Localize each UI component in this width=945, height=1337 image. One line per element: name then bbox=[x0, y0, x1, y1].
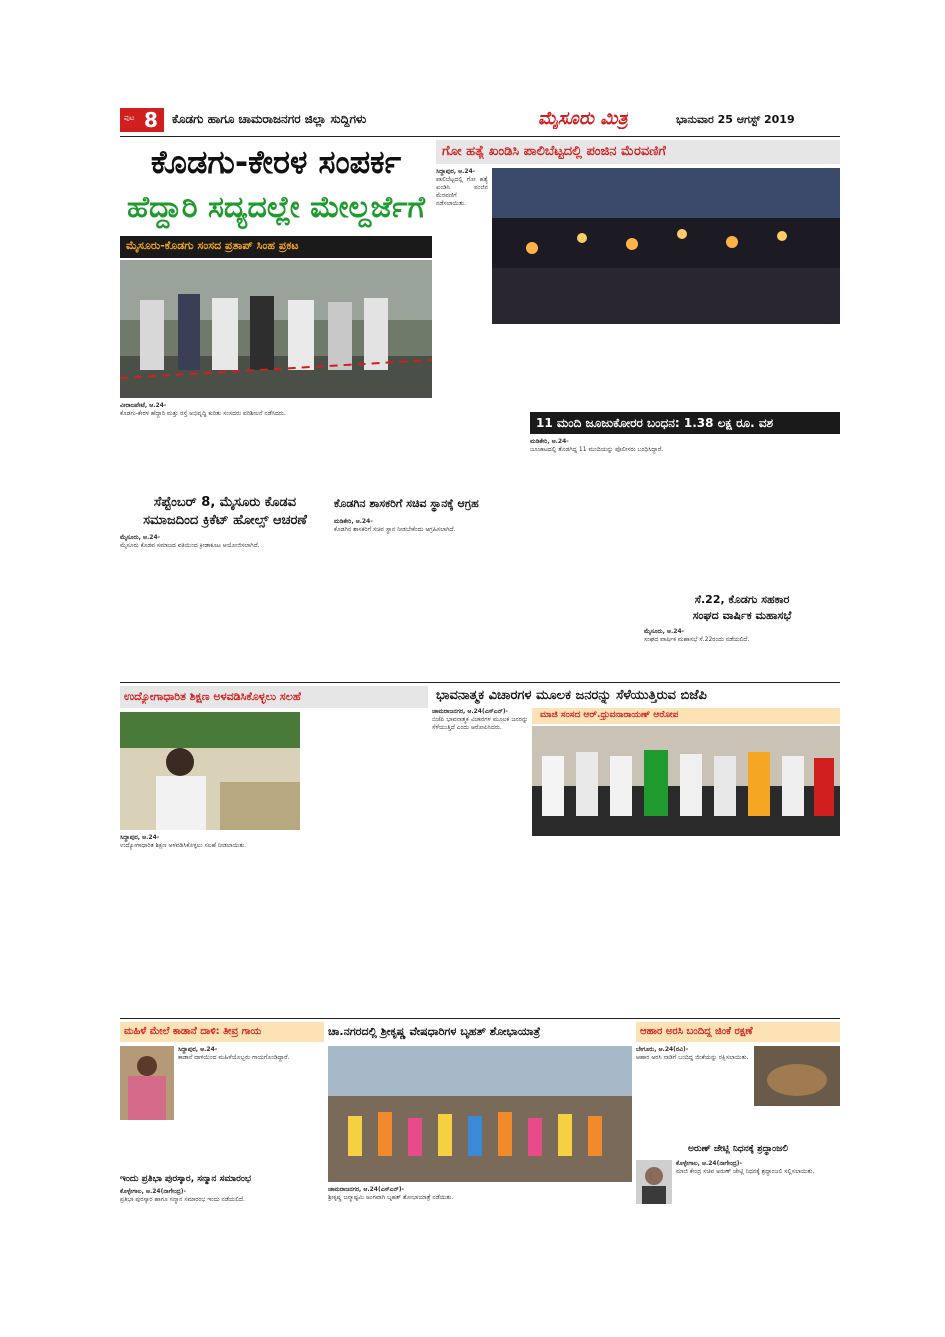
cow-photo bbox=[492, 168, 840, 324]
minister-headline: ಕೊಡಗಿನ ಶಾಸಕರಿಗೆ ಸಚಿವ ಸ್ಥಾನಕ್ಕೆ ಆಗ್ರಹ bbox=[334, 497, 479, 510]
tribute-story bbox=[636, 1142, 840, 1252]
page-badge bbox=[120, 108, 164, 132]
bjp-subhead-bar bbox=[532, 708, 840, 724]
education-story bbox=[120, 686, 428, 1016]
page-label: ಪುಟ bbox=[124, 114, 135, 122]
coop-body bbox=[644, 628, 840, 680]
bjp-dateline: ಚಾಮರಾಜನಗರ, ಆ.24(ಎಸ್‌ಎನ್)- bbox=[432, 708, 509, 715]
gamble-headline: 11 ಮಂದಿ ಜೂಜುಕೋರರ ಬಂಧನ: 1.38 ಲಕ್ಷ ರೂ. ವಶ bbox=[536, 416, 774, 430]
rescue-story bbox=[636, 1022, 840, 1140]
page-number: 8 bbox=[144, 108, 158, 132]
award-story bbox=[120, 1172, 324, 1252]
coop-headline-1: ಸೆ.22, ಕೊಡಗು ಸಹಕಾರ bbox=[694, 593, 790, 606]
lead-dateline: ವೀರಾಜಪೇಟೆ, ಆ.24- bbox=[120, 402, 167, 409]
cricket-body-text: ಮೈಸೂರು ಕೊಡವ ಸಮಾಜದ ವತಿಯಿಂದ ಕ್ರೀಡಾಕೂಟ ಆಯೋಜಿಸಲಾಗಿದೆ. bbox=[120, 542, 260, 549]
coop-headline-2: ಸಂಘದ ವಾರ್ಷಿಕ ಮಹಾಸಭೆ bbox=[692, 609, 792, 622]
krishna-headline: ಚಾ.ನಗರದಲ್ಲಿ ಶ್ರೀಕೃಷ್ಣ ವೇಷಧಾರಿಗಳ ಬೃಹತ್ ಶೋಭಾಯಾತ್ರೆ bbox=[328, 1025, 541, 1038]
tribute-dateline: ಕೊಳ್ಳೇಗಾಲ, ಆ.24(ನಾಗೇಂದ್ರ)- bbox=[676, 1160, 743, 1167]
cow-body-col1 bbox=[436, 168, 488, 408]
attack-photo bbox=[120, 1046, 174, 1120]
cow-headline-bar bbox=[436, 140, 840, 164]
bjp-photo-image bbox=[532, 726, 840, 836]
attack-photo-image bbox=[120, 1046, 174, 1120]
gamble-headline-bar bbox=[530, 412, 840, 434]
lead-headline-2: ಹೆದ್ದಾರಿ ಸದ್ಯದಲ್ಲೇ ಮೇಲ್ದರ್ಜೆಗೆ bbox=[127, 190, 425, 225]
coop-dateline: ಮೈಸೂರು, ಆ.24- bbox=[644, 628, 685, 635]
attack-story bbox=[120, 1022, 324, 1170]
gamble-body bbox=[530, 438, 840, 584]
header-bar bbox=[120, 106, 840, 134]
cow-photo-image bbox=[492, 168, 840, 324]
gamble-dateline: ಮಡಿಕೇರಿ, ಆ.24- bbox=[530, 438, 569, 445]
minister-body-text: ಕೊಡಗಿನ ಶಾಸಕರಿಗೆ ಸಚಿವ ಸ್ಥಾನ ನೀಡಬೇಕೆಂದು ಆಗ್ರಹಿಸಲಾಗಿದೆ. bbox=[334, 526, 456, 533]
minister-body bbox=[334, 518, 526, 680]
lead-body-text: ಕೊಡಗು-ಕೇರಳ ಹೆದ್ದಾರಿ ಮತ್ತು ರಸ್ತೆ ಅಭಿವೃದ್ಧಿ ಕುರಿತು ಸಂಸದರು ಪರಿಶೀಲನೆ ನಡೆಸಿದರು. bbox=[120, 410, 286, 417]
krishna-photo bbox=[328, 1046, 632, 1182]
education-headline: ಉದ್ಯೋಗಾಧಾರಿತ ಶಿಕ್ಷಣ ಅಳವಡಿಸಿಕೊಳ್ಳಲು ಸಲಹೆ bbox=[124, 690, 301, 703]
attack-dateline: ಸಿದ್ದಾಪುರ, ಆ.24- bbox=[178, 1046, 218, 1053]
bjp-photo bbox=[532, 726, 840, 836]
education-dateline: ಸಿದ್ದಾಪುರ, ಆ.24- bbox=[120, 834, 160, 841]
tribute-photo-image bbox=[636, 1160, 672, 1204]
lead-subhead: ಮೈಸೂರು-ಕೊಡಗು ಸಂಸದ ಪ್ರತಾಪ್ ಸಿಂಹ ಪ್ರಕಟ bbox=[126, 239, 299, 252]
cow-headline: ಗೋ ಹತ್ಯೆ ಖಂಡಿಸಿ ಪಾಲಿಬೆಟ್ಟದಲ್ಲಿ ಪಂಜಿನ ಮೆರವಣಿಗೆ bbox=[442, 144, 666, 159]
bjp-body-text: ಬಿಜೆಪಿ ಭಾವನಾತ್ಮಕ ವಿಚಾರಗಳ ಮೂಲಕ ಜನರನ್ನು ಸೆಳೆಯುತ್ತಿದೆ ಎಂದು ಆರೋಪಿಸಿದರು. bbox=[432, 716, 528, 731]
header-rule bbox=[120, 136, 840, 137]
rescue-photo-image bbox=[754, 1046, 840, 1106]
award-body bbox=[120, 1188, 324, 1252]
rescue-headline: ಆಹಾರ ಅರಸಿ ಬಂದಿದ್ದ ಜಿಂಕೆ ರಕ್ಷಣೆ bbox=[640, 1026, 753, 1037]
masthead: ಮೈಸೂರು ಮಿತ್ರ bbox=[538, 108, 628, 129]
award-dateline: ಕೊಳ್ಳೇಗಾಲ, ಆ.24(ನಾಗೇಂದ್ರ)- bbox=[120, 1188, 187, 1195]
mid-rule bbox=[120, 682, 840, 683]
lower-rule bbox=[120, 1018, 840, 1019]
cricket-headline-2: ಸಮಾಜದಿಂದ ಕ್ರಿಕೆಟ್ ಹೋಲ್ಸ್ ಆಚರಣೆ bbox=[143, 513, 307, 528]
cow-dateline: ಸಿದ್ದಾಪುರ, ಆ.24- bbox=[436, 168, 476, 175]
education-headline-bar bbox=[120, 686, 428, 708]
lead-story bbox=[120, 140, 432, 488]
lead-photo bbox=[120, 260, 432, 398]
bjp-headline: ಭಾವನಾತ್ಮಕ ವಿಚಾರಗಳ ಮೂಲಕ ಜನರನ್ನು ಸೆಳೆಯುತ್ತಿರುವ ಬಿಜೆಪಿ bbox=[436, 688, 707, 703]
tribute-body-text: ಮಾಜಿ ಕೇಂದ್ರ ಸಚಿವ ಅರುಣ್ ಜೇಟ್ಲಿ ನಿಧನಕ್ಕೆ ಶ್ರದ್ಧಾಂಜಲಿ ಸಲ್ಲಿಸಲಾಯಿತು. bbox=[676, 1168, 815, 1175]
rescue-headline-bar bbox=[636, 1022, 840, 1042]
krishna-body bbox=[328, 1186, 632, 1252]
award-body-text: ಪ್ರತಿಭಾ ಪುರಸ್ಕಾರ ಹಾಗೂ ಸನ್ಮಾನ ಸಮಾರಂಭ ಇಂದು ನಡೆಯಲಿದೆ. bbox=[120, 1196, 245, 1203]
cricket-dateline: ಮೈಸೂರು, ಆ.24- bbox=[120, 534, 161, 541]
education-body-text: ಉದ್ಯೋಗಾಧಾರಿತ ಶಿಕ್ಷಣ ಅಳವಡಿಸಿಕೊಳ್ಳಲು ಸಲಹೆ ನೀಡಲಾಯಿತು. bbox=[120, 842, 247, 849]
cow-body-text: ಪಾಲಿಬೆಟ್ಟದಲ್ಲಿ ಗೋ ಹತ್ಯೆ ಖಂಡಿಸಿ ಪಂಜಿನ ಮೆರವಣಿಗೆ ನಡೆಸಲಾಯಿತು. bbox=[436, 176, 488, 207]
lead-body bbox=[120, 402, 432, 488]
rescue-dateline: ಬೇಗೂರು, ಆ.24(ರವಿ)- bbox=[636, 1046, 689, 1053]
tribute-body bbox=[676, 1160, 840, 1252]
tribute-headline: ಅರುಣ್ ಜೇಟ್ಲಿ ನಿಧನಕ್ಕೆ ಶ್ರದ್ಧಾಂಜಲಿ bbox=[688, 1144, 788, 1154]
attack-headline-bar bbox=[120, 1022, 324, 1042]
lead-photo-image bbox=[120, 260, 432, 398]
krishna-body-text: ಶ್ರೀಕೃಷ್ಣ ಜನ್ಮಾಷ್ಟಮಿ ಅಂಗವಾಗಿ ಬೃಹತ್ ಶೋಭಾಯಾತ್ರೆ ನಡೆಯಿತು. bbox=[328, 1194, 454, 1201]
rescue-photo bbox=[754, 1046, 840, 1106]
minister-dateline: ಮಡಿಕೇರಿ, ಆ.24- bbox=[334, 518, 373, 525]
coop-story bbox=[644, 592, 840, 680]
bjp-body bbox=[432, 708, 528, 1016]
section-title: ಕೊಡಗು ಹಾಗೂ ಚಾಮರಾಜನಗರ ಜಿಲ್ಲಾ ಸುದ್ದಿಗಳು bbox=[172, 112, 367, 126]
coop-body-text: ಸಂಘದ ವಾರ್ಷಿಕ ಮಹಾಸಭೆ ಸೆ.22ರಂದು ನಡೆಯಲಿದೆ. bbox=[644, 636, 750, 643]
minister-story bbox=[334, 494, 526, 680]
cricket-body bbox=[120, 534, 330, 680]
attack-body-text: ಕಾಡಾನೆ ದಾಳಿಯಿಂದ ಮಹಿಳೆಯೊಬ್ಬರು ಗಾಯಗೊಂಡಿದ್ದಾರೆ. bbox=[178, 1054, 290, 1061]
gamble-body-text: ಜೂಜಾಟದಲ್ಲಿ ತೊಡಗಿದ್ದ 11 ಮಂದಿಯನ್ನು ಪೊಲೀಸರು ಬಂಧಿಸಿದ್ದಾರೆ. bbox=[530, 446, 664, 453]
lead-subhead-bar bbox=[120, 236, 432, 258]
issue-date: ಭಾನುವಾರ 25 ಆಗಸ್ಟ್ 2019 bbox=[676, 113, 795, 126]
krishna-dateline: ಚಾಮರಾಜನಗರ, ಆ.24(ಎಸ್‌ಎನ್)- bbox=[328, 1186, 405, 1193]
bjp-subhead: ಮಾಜಿ ಸಂಸದ ಆರ್.ಧ್ರುವನಾರಾಯಣ್ ಆರೋಪ bbox=[540, 710, 679, 720]
krishna-story bbox=[328, 1022, 632, 1252]
education-body bbox=[120, 834, 428, 1014]
cow-story bbox=[436, 140, 840, 408]
education-photo-image bbox=[120, 712, 300, 830]
cricket-story bbox=[120, 494, 330, 680]
lead-headline-1: ಕೊಡಗು-ಕೇರಳ ಸಂಪರ್ಕ bbox=[150, 143, 402, 181]
tribute-photo bbox=[636, 1160, 672, 1204]
attack-headline: ಮಹಿಳೆ ಮೇಲೆ ಕಾಡಾನೆ ದಾಳಿ: ತೀವ್ರ ಗಾಯ bbox=[124, 1026, 262, 1037]
award-headline: ಇಂದು ಪ್ರತಿಭಾ ಪುರಸ್ಕಾರ, ಸನ್ಮಾನ ಸಮಾರಂಭ bbox=[120, 1174, 251, 1184]
rescue-body-text: ಆಹಾರ ಅರಸಿ ನಾಡಿಗೆ ಬಂದಿದ್ದ ಜಿಂಕೆಯನ್ನು ರಕ್ಷಿಸಲಾಯಿತು. bbox=[636, 1054, 749, 1061]
bjp-story bbox=[432, 686, 840, 1016]
krishna-photo-image bbox=[328, 1046, 632, 1182]
attack-body bbox=[178, 1046, 324, 1170]
cricket-headline-1: ಸೆಪ್ಟೆಂಬರ್ 8, ಮೈಸೂರು ಕೊಡವ bbox=[153, 495, 297, 510]
rescue-body bbox=[636, 1046, 750, 1140]
education-photo bbox=[120, 712, 300, 830]
